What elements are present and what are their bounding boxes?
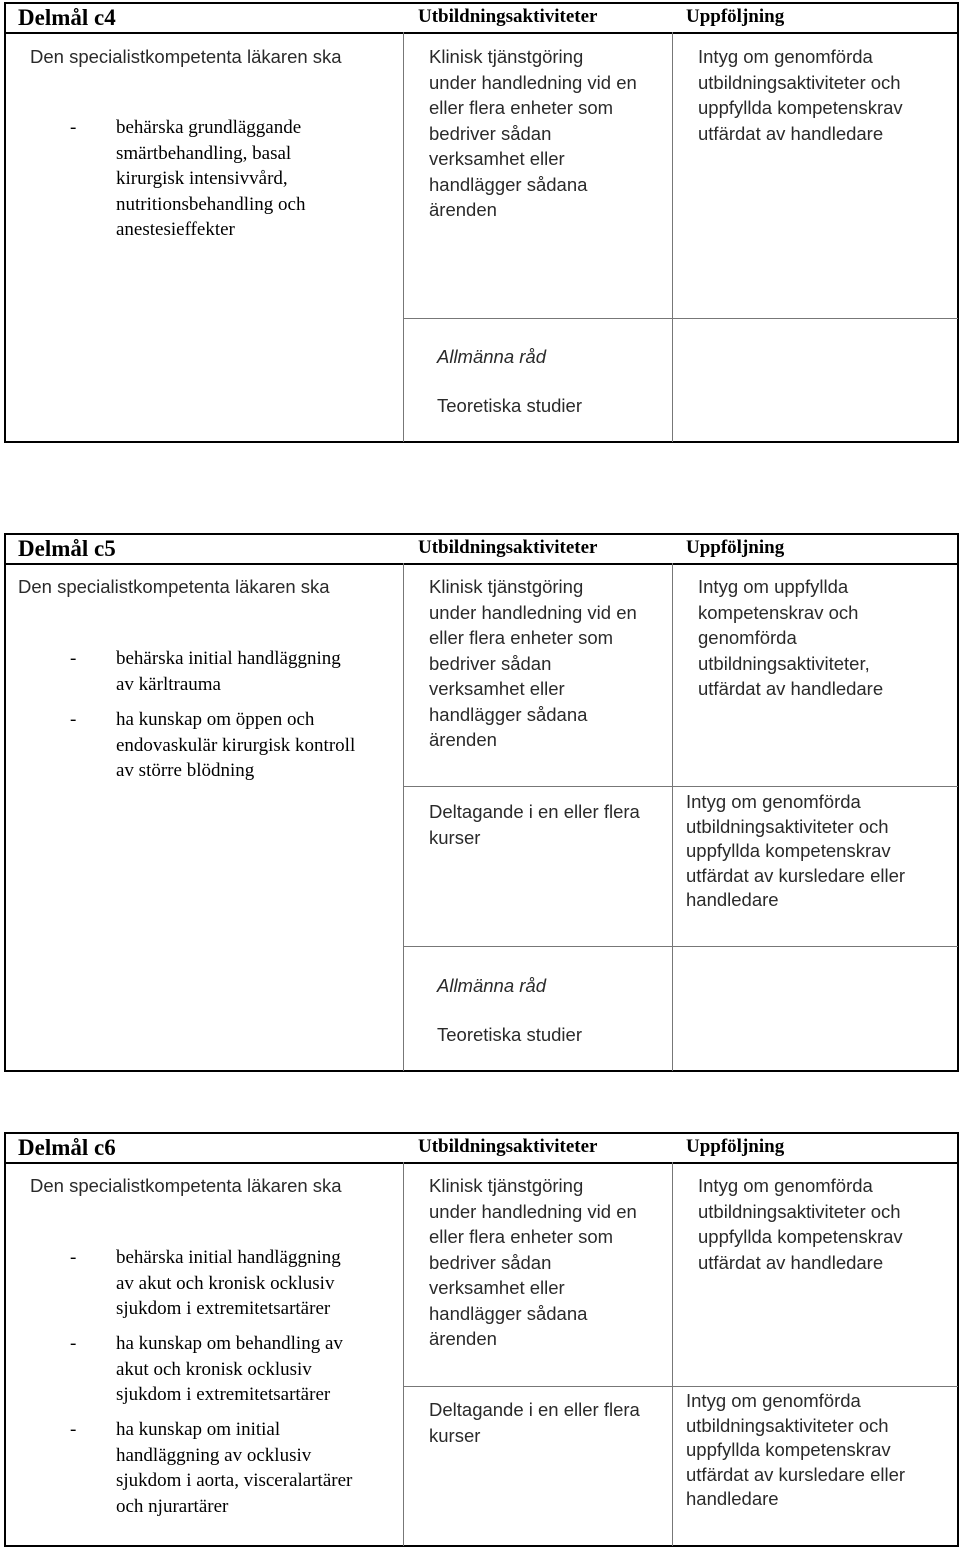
divider [672, 32, 673, 442]
divider [403, 946, 958, 947]
border [4, 1545, 959, 1547]
section-title: Delmål c6 [18, 1135, 116, 1160]
followup-header: Uppföljning [686, 6, 785, 27]
list-item: - behärska grundläggande smärtbehandling, basal kirurgisk intensivvård, nutritionsbehandling och anestesieffekter [70, 117, 306, 240]
list-item: - ha kunskap om öppen och endovaskulär kirurgisk kontroll av större blödning [70, 709, 356, 781]
list-item: - behärska initial handläggning av akut och kronisk ocklusiv sjukdom i extremitetsartärer [70, 1247, 341, 1319]
section-title: Delmål c5 [18, 536, 116, 561]
advice-text: Teoretiska studier [437, 1024, 582, 1045]
activity-text: Deltagande i en eller flera kurser [429, 1399, 640, 1446]
advice-label: Allmänna råd [437, 975, 547, 996]
border [957, 2, 959, 443]
followup-text: Intyg om genomförda utbildningsaktiviteter och uppfyllda kompetenskrav utfärdat av kursledare eller handledare [686, 1390, 906, 1509]
followup-text: Intyg om genomförda utbildningsaktiviteter och uppfyllda kompetenskrav utfärdat av kursledare eller handledare [686, 791, 906, 910]
border [4, 563, 959, 565]
divider [403, 1386, 958, 1387]
border [4, 533, 959, 535]
intro-text: Den specialistkompetenta läkaren ska [30, 1175, 342, 1196]
border [957, 533, 959, 1072]
activity-text: Deltagande i en eller flera kurser [429, 801, 640, 848]
followup-header: Uppföljning [686, 537, 785, 558]
border [4, 1162, 959, 1164]
activities-header: Utbildningsaktiviteter [418, 6, 598, 27]
followup-text: Intyg om genomförda utbildningsaktiviteter och uppfyllda kompetenskrav utfärdat av handledare [698, 1175, 903, 1273]
section-title: Delmål c4 [18, 5, 116, 30]
divider [403, 1162, 404, 1546]
activities-header: Utbildningsaktiviteter [418, 1136, 598, 1157]
border [957, 1132, 959, 1547]
activity-text: Klinisk tjänstgöring under handledning vid en eller flera enheter som bedriver sådan verksamhet eller handlägger sådana ärenden [429, 46, 637, 220]
followup-text: Intyg om uppfyllda kompetenskrav och genomförda utbildningsaktiviteter, utfärdat av handledare [698, 576, 884, 699]
divider [403, 786, 958, 787]
activity-text: Klinisk tjänstgöring under handledning vid en eller flera enheter som bedriver sådan verksamhet eller handlägger sådana ärenden [429, 576, 637, 750]
divider [672, 563, 673, 1071]
intro-text: Den specialistkompetenta läkaren ska [30, 46, 342, 67]
border [4, 1132, 959, 1134]
border [4, 441, 959, 443]
border [4, 1070, 959, 1072]
divider [403, 318, 958, 319]
border [4, 32, 959, 34]
followup-header: Uppföljning [686, 1136, 785, 1157]
border [4, 533, 6, 1072]
divider [403, 32, 404, 442]
activity-text: Klinisk tjänstgöring under handledning vid en eller flera enheter som bedriver sådan verksamhet eller handlägger sådana ärenden [429, 1175, 637, 1349]
divider [672, 1162, 673, 1546]
activities-header: Utbildningsaktiviteter [418, 537, 598, 558]
advice-text: Teoretiska studier [437, 395, 582, 416]
list-item: - ha kunskap om behandling av akut och kronisk ocklusiv sjukdom i extremitetsartärer [70, 1333, 343, 1405]
list-item: - behärska initial handläggning av kärltrauma [70, 648, 341, 695]
followup-text: Intyg om genomförda utbildningsaktiviteter och uppfyllda kompetenskrav utfärdat av handledare [698, 46, 903, 144]
list-item: - ha kunskap om initial handläggning av ocklusiv sjukdom i aorta, visceralartärer och njurartärer [70, 1419, 353, 1517]
border [4, 2, 6, 443]
border [4, 2, 959, 4]
advice-label: Allmänna råd [437, 346, 547, 367]
divider [403, 563, 404, 1071]
border [4, 1132, 6, 1547]
intro-text: Den specialistkompetenta läkaren ska [18, 576, 330, 597]
